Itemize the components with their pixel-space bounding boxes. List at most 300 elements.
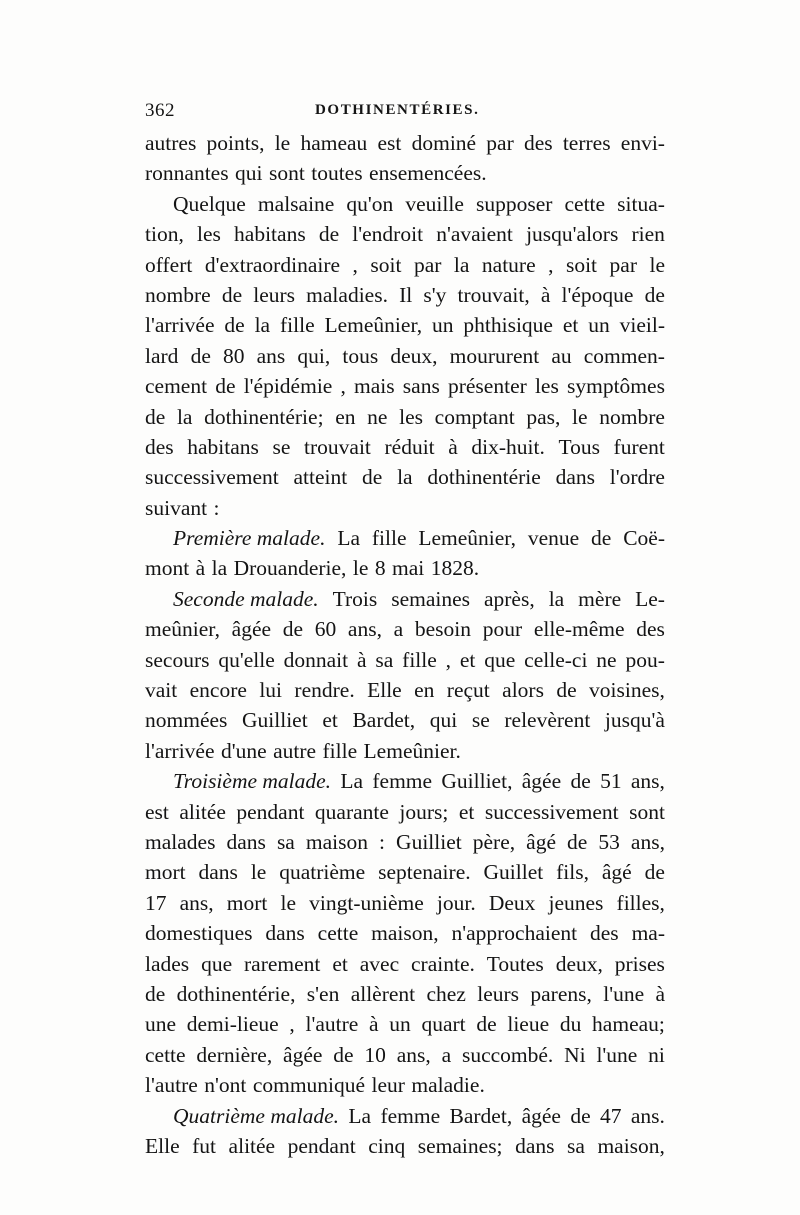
word: Guilliet, [441, 769, 513, 794]
word: de [145, 981, 166, 1006]
word: cette [317, 921, 359, 946]
text-line [145, 827, 665, 857]
word: quatrième [279, 860, 366, 885]
word: fille [371, 526, 407, 551]
word: la [254, 313, 271, 338]
word: secours [145, 647, 210, 672]
word: Guilliet [242, 708, 308, 733]
word: situa- [617, 191, 665, 216]
section-heading: Seconde malade. [173, 586, 319, 611]
word: tion, [145, 222, 184, 247]
word: dans [226, 829, 266, 854]
word: encore [189, 678, 247, 703]
word: l'autre [145, 1073, 198, 1098]
word: jeunes [548, 890, 604, 915]
word: dothinentérie [427, 465, 541, 490]
word: Guillet [483, 860, 544, 885]
word: les [196, 222, 221, 247]
word: Elle [145, 1133, 180, 1158]
word: se [272, 434, 291, 459]
word: qui [429, 708, 458, 733]
word: malsaine [257, 191, 335, 216]
word: dix-huit. [471, 434, 545, 459]
word: points, [206, 131, 265, 155]
word: fils, [556, 860, 589, 885]
word: âgée [521, 769, 562, 794]
word: crainte. [411, 951, 475, 976]
word: femme [380, 1103, 441, 1128]
text-line [145, 766, 665, 796]
text-line [145, 979, 665, 1009]
word: ronnantes [145, 161, 229, 186]
running-head: DOTHINENTÉRIES. [315, 102, 480, 118]
word: ans, [179, 890, 214, 915]
word: leur [371, 1073, 405, 1098]
word: ma- [631, 921, 665, 946]
word: alitée [228, 1133, 276, 1158]
word: sa [567, 1133, 585, 1158]
word: filles, [616, 890, 665, 915]
word: nombre [599, 404, 665, 429]
word: fille [322, 738, 358, 763]
word: , [445, 647, 452, 672]
word: deux, [555, 951, 603, 976]
word: Guilliet [396, 829, 462, 854]
word: venue [527, 526, 580, 551]
word: toutes [311, 161, 363, 186]
word: prises [614, 951, 665, 976]
word: âgée [521, 1103, 561, 1128]
word: l'ordre [609, 465, 665, 490]
word: dothinentérie, [176, 981, 296, 1006]
word: mais [354, 374, 395, 399]
word: le [572, 404, 588, 429]
word: elle-même [533, 617, 625, 642]
page-number: 362 [145, 100, 175, 121]
word: qu'on [346, 191, 394, 216]
word: âgée [283, 1042, 323, 1067]
word: avec [359, 951, 400, 976]
word: Toutes [486, 951, 544, 976]
word: La [340, 769, 364, 794]
text-line [145, 553, 665, 583]
page-header [145, 100, 665, 126]
text-line [145, 158, 665, 188]
word: des [523, 131, 553, 155]
word: les [399, 404, 423, 429]
word: reçut [446, 678, 490, 703]
word: comptant [434, 404, 515, 429]
word: de [215, 374, 236, 399]
word: supposer [475, 191, 553, 216]
word: à [369, 1012, 379, 1037]
word: Lemeûnier, [418, 526, 516, 551]
word: Bardet, [449, 1103, 513, 1128]
word: l'une [603, 981, 645, 1006]
word: de [644, 860, 665, 885]
word: à [356, 647, 367, 672]
word: femme [372, 769, 433, 794]
word: succombé. [461, 1042, 554, 1067]
word: successivement [484, 799, 619, 824]
word: La [348, 1103, 372, 1128]
word: , [340, 374, 346, 399]
word: a [441, 1042, 452, 1067]
word: de [333, 1042, 354, 1067]
word: mai [392, 556, 425, 581]
word: hameau [300, 131, 368, 155]
word: , [352, 252, 358, 277]
word: ne [367, 404, 388, 429]
text-line [145, 1070, 665, 1100]
word: jour. [436, 890, 476, 915]
word: celle-ci [524, 647, 588, 672]
text-line [145, 432, 665, 462]
word: : [213, 495, 220, 520]
word: le [280, 890, 297, 915]
word: furent [613, 434, 665, 459]
word: 51 [600, 769, 622, 794]
word: hameau; [592, 1012, 665, 1037]
word: jours; [399, 799, 449, 824]
word: envi- [620, 131, 665, 155]
word: de [567, 829, 588, 854]
word: des [636, 617, 665, 642]
word: le [649, 252, 665, 277]
text-line [145, 493, 665, 523]
word: de [362, 465, 383, 490]
word: terres [562, 131, 611, 155]
word: domestiques [145, 921, 253, 946]
word: allèrent [350, 981, 416, 1006]
word: Tous [558, 434, 600, 459]
word: fut [192, 1133, 217, 1158]
word: à [655, 981, 665, 1006]
word: phthisique [463, 313, 553, 338]
word: de [591, 526, 612, 551]
word: veuille [405, 191, 464, 216]
word: dans [555, 465, 595, 490]
word: les [534, 374, 559, 399]
text-line [145, 918, 665, 948]
word: successivement [145, 465, 279, 490]
word: la [548, 586, 565, 611]
word: Deux [488, 890, 536, 915]
word: au [551, 343, 572, 368]
word: la [397, 465, 413, 490]
word: dothinentérie; [204, 404, 324, 429]
text-line [145, 675, 665, 705]
word: , [289, 1012, 295, 1037]
word: pas, [526, 404, 561, 429]
word: maladies. [306, 282, 388, 307]
word: l'autre [305, 1012, 359, 1037]
word: la [453, 252, 470, 277]
word: sont [629, 799, 665, 824]
word: par [413, 252, 442, 277]
word: le [250, 860, 267, 885]
word: lui [259, 678, 283, 703]
word: rarement [244, 951, 321, 976]
word: de [224, 313, 245, 338]
word: ne [596, 647, 617, 672]
word: rien [631, 222, 665, 247]
word: La [337, 526, 360, 551]
word: Quelque [173, 191, 246, 216]
word: donnait [283, 647, 349, 672]
word: nombre [145, 282, 211, 307]
word: demi-lieue [186, 1012, 279, 1037]
word: ans, [630, 829, 665, 854]
word: de [570, 1103, 591, 1128]
word: un [389, 1012, 411, 1037]
word: maison, [597, 1133, 665, 1158]
word: âgé [526, 829, 557, 854]
word: nature [481, 252, 536, 277]
word: ans. [630, 1103, 665, 1128]
text-line [145, 128, 665, 158]
word: habitans [187, 434, 259, 459]
word: la [211, 556, 228, 581]
word: et [562, 313, 579, 338]
word: en [335, 404, 356, 429]
word: de [145, 404, 166, 429]
word: dernière, [196, 1042, 273, 1067]
word: leurs [477, 981, 520, 1006]
word: cette [564, 191, 606, 216]
word: sont [268, 161, 305, 186]
word: de [318, 222, 340, 247]
word: commen- [583, 343, 665, 368]
word: l'époque [561, 282, 634, 307]
word: atteint [293, 465, 348, 490]
word: du [559, 1012, 582, 1037]
word: d'une [220, 738, 267, 763]
word: par [486, 131, 514, 155]
word: sa [375, 647, 394, 672]
text-line [145, 1009, 665, 1039]
word: communiqué [252, 1073, 366, 1098]
word: habitans [234, 222, 306, 247]
word: semaines; [417, 1133, 503, 1158]
word: fille [402, 647, 437, 672]
word: réduit [384, 434, 435, 459]
text-line [145, 341, 665, 371]
word: rendre. [294, 678, 355, 703]
word: s'y [423, 282, 447, 307]
word: Lemeûnier, [324, 313, 423, 338]
word: soit [370, 252, 402, 277]
text-line [145, 797, 665, 827]
word: est [145, 799, 169, 824]
section-heading: Quatrième malade. [173, 1103, 339, 1128]
word: Lemeûnier. [363, 738, 461, 763]
text-line [145, 1131, 665, 1161]
word: vait [145, 678, 178, 703]
text-line [145, 402, 665, 432]
word: 47 [600, 1103, 622, 1128]
word: qui [235, 161, 263, 186]
word: dominé [411, 131, 477, 155]
word: autre [273, 738, 317, 763]
word: 1828. [430, 556, 480, 581]
section-heading: Première malade. [173, 526, 326, 551]
text-line [145, 219, 665, 249]
word: un [588, 313, 610, 338]
word: ans, [347, 617, 382, 642]
word: âgée [231, 617, 272, 642]
word: et [458, 799, 475, 824]
word: Coë- [623, 526, 665, 551]
word: de [282, 617, 304, 642]
word: jusqu'alors [526, 222, 619, 247]
word: ans [256, 343, 286, 368]
word: ensemencées. [369, 161, 487, 186]
word: dans [198, 860, 238, 885]
word: mère [578, 586, 622, 611]
word: 8 [374, 556, 386, 581]
word: ni [648, 1042, 665, 1067]
body-text [145, 128, 665, 1161]
text-line [145, 250, 665, 280]
word: que [484, 647, 516, 672]
word: l'arrivée [145, 313, 215, 338]
word: pour [482, 617, 523, 642]
word: cette [145, 1042, 186, 1067]
word: besoin [414, 617, 472, 642]
text-line [145, 462, 665, 492]
text-line [145, 310, 665, 340]
word: fille [279, 313, 315, 338]
word: soit [565, 252, 598, 277]
word: n'approchaient [451, 921, 578, 946]
word: 10 [364, 1042, 386, 1067]
word: meûnier, [145, 617, 220, 642]
text-line [145, 614, 665, 644]
word: à [540, 282, 551, 307]
word: l'arrivée [145, 738, 215, 763]
text-line [145, 1101, 665, 1131]
word: après, [483, 586, 535, 611]
word: en [414, 678, 435, 703]
word: deux, [390, 343, 438, 368]
word: quarante [314, 799, 389, 824]
text-line [145, 1040, 665, 1070]
word: offert [145, 252, 193, 277]
word: s'en [306, 981, 340, 1006]
word: n'ont [204, 1073, 247, 1098]
word: Drouanderie, [233, 556, 347, 581]
word: 60 [314, 617, 337, 642]
word: alitée [179, 799, 226, 824]
word: le [352, 556, 369, 581]
word: Ni [564, 1042, 586, 1067]
word: dans [515, 1133, 555, 1158]
word: et [459, 647, 476, 672]
word: maison, [371, 921, 439, 946]
word: âgé [601, 860, 632, 885]
word: quart [421, 1012, 466, 1037]
word: nommées [145, 708, 228, 733]
word: vieil- [619, 313, 665, 338]
word: à [448, 434, 458, 459]
word: pendant [287, 1133, 356, 1158]
word: trouvait, [457, 282, 530, 307]
word: mont [145, 556, 190, 581]
word: l'épidémie [243, 374, 333, 399]
section-heading: Troisième malade. [173, 769, 332, 794]
word: voisines, [589, 678, 665, 703]
word: moururent [449, 343, 540, 368]
word: qui, [297, 343, 331, 368]
text-line [145, 857, 665, 887]
word: trouvait [304, 434, 371, 459]
text-line [145, 949, 665, 979]
word: une [145, 1012, 177, 1037]
word: par [609, 252, 637, 277]
text-line [145, 705, 665, 735]
word: de [570, 769, 591, 794]
word: le [274, 131, 291, 155]
word: et [332, 951, 348, 976]
text-line [145, 888, 665, 918]
word: , [548, 252, 554, 277]
word: d'extraordinaire [204, 252, 341, 277]
word: présenter [447, 374, 527, 399]
word: relevèrent [504, 708, 591, 733]
text-line [145, 584, 665, 614]
word: de [476, 1012, 497, 1037]
word: et [322, 708, 338, 733]
word: lieue [507, 1012, 550, 1037]
word: vingt-unième [309, 890, 424, 915]
word: Elle [367, 678, 402, 703]
word: parens, [530, 981, 592, 1006]
word: qu'elle [218, 647, 275, 672]
word: 80 [222, 343, 245, 368]
word: : [379, 829, 386, 854]
word: que [201, 951, 233, 976]
word: sans [402, 374, 440, 399]
word: pou- [625, 647, 665, 672]
word: de [190, 343, 211, 368]
word: des [145, 434, 174, 459]
word: alors [502, 678, 544, 703]
text-line [145, 736, 665, 766]
word: cement [145, 374, 208, 399]
word: leurs [253, 282, 296, 307]
word: sa [276, 829, 295, 854]
word: de [556, 678, 577, 703]
word: à [195, 556, 206, 581]
text-line [145, 189, 665, 219]
word: pendant [236, 799, 305, 824]
word: semaines [391, 586, 471, 611]
word: se [471, 708, 490, 733]
word: maison [305, 829, 368, 854]
word: de [644, 282, 665, 307]
word: autres [145, 131, 197, 155]
word: mort [226, 890, 268, 915]
word: des [590, 921, 619, 946]
word: n'avaient [436, 222, 513, 247]
word: Le- [635, 586, 665, 611]
word: ans, [396, 1042, 431, 1067]
word: l'une [596, 1042, 638, 1067]
word: mort [145, 860, 186, 885]
word: cinq [368, 1133, 406, 1158]
word: lades [145, 951, 190, 976]
